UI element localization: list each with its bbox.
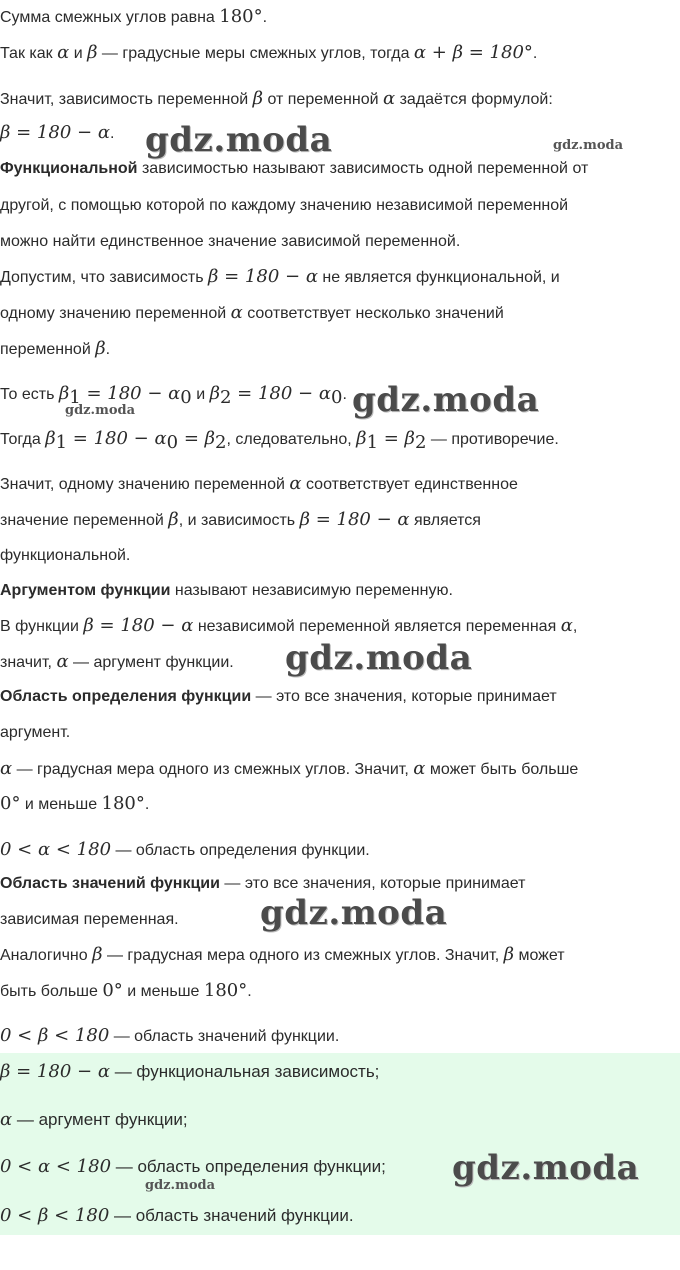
text-line: Область значений функции — это все значения, которые принимает <box>0 875 526 892</box>
text-line: 0° и меньше 180°. <box>0 793 150 814</box>
text-line: одному значению переменной α соответствует несколько значений <box>0 302 504 323</box>
summary-line: 0 < α < 180 — область определения функции; <box>0 1156 386 1177</box>
summary-line: α — аргумент функции; <box>0 1109 188 1130</box>
text-line: значение переменной β, и зависимость β = 180 − α является <box>0 509 481 530</box>
text-line: переменной β. <box>0 338 111 359</box>
formula-line: 0 < β < 180 — область значений функции. <box>0 1025 340 1046</box>
text-line: можно найти единственное значение зависимой переменной. <box>0 233 461 250</box>
text-line: быть больше 0° и меньше 180°. <box>0 980 252 1001</box>
watermark-logo-small: gdz.moda <box>145 1178 216 1193</box>
watermark-logo: gdz.moda <box>452 1148 640 1188</box>
summary-box <box>0 1053 680 1235</box>
watermark-logo-small: gdz.moda <box>65 403 136 418</box>
text-line: Аналогично β — градусная мера одного из смежных углов. Значит, β может <box>0 944 565 965</box>
text-line: Аргументом функции называют независимую переменную. <box>0 582 453 599</box>
text-line: другой, с помощью которой по каждому значению независимой переменной <box>0 197 569 214</box>
formula-line: 0 < α < 180 — область определения функции. <box>0 839 370 860</box>
text-line: Допустим, что зависимость β = 180 − α не является функциональной, и <box>0 266 560 287</box>
text-line: Значит, зависимость переменной β от переменной α задаётся формулой: <box>0 88 553 109</box>
text-line: функциональной. <box>0 547 131 564</box>
text-line: зависимая переменная. <box>0 911 179 928</box>
summary-line: β = 180 − α — функциональная зависимость; <box>0 1061 380 1082</box>
text-line: Значит, одному значению переменной α соответствует единственное <box>0 473 518 494</box>
text-line: Так как α и β — градусные меры смежных углов, тогда α + β = 180°. <box>0 42 538 63</box>
text-line: Область определения функции — это все значения, которые принимает <box>0 688 557 705</box>
text-line: Тогда $\beta_1 = 180 - \alpha_0 = \beta_2$, следовательно, $\beta_1 = \beta_2$ — противоречие. <box>0 428 559 454</box>
text-line: значит, α — аргумент функции. <box>0 651 234 672</box>
watermark-logo: gdz.moda <box>285 638 473 678</box>
formula-line: β = 180 − α. <box>0 122 115 143</box>
watermark-logo: gdz.moda <box>260 893 448 933</box>
text-line: Функциональной зависимостью называют зависимость одной переменной от <box>0 160 589 177</box>
text-line: Сумма смежных углов равна 180°. <box>0 6 268 27</box>
text-line: В функции β = 180 − α независимой переменной является переменная α, <box>0 615 578 636</box>
summary-line: 0 < β < 180 — область значений функции. <box>0 1205 354 1226</box>
watermark-logo: gdz.moda <box>145 120 333 160</box>
text-line: α — градусная мера одного из смежных углов. Значит, α может быть больше <box>0 758 579 779</box>
watermark-logo-small: gdz.moda <box>553 138 624 153</box>
text-line: То есть $\beta_1 = 180 - \alpha_0$ и $\beta_2 = 180 - \alpha_0$. <box>0 383 347 409</box>
text-line: аргумент. <box>0 724 71 741</box>
watermark-logo: gdz.moda <box>352 380 540 420</box>
